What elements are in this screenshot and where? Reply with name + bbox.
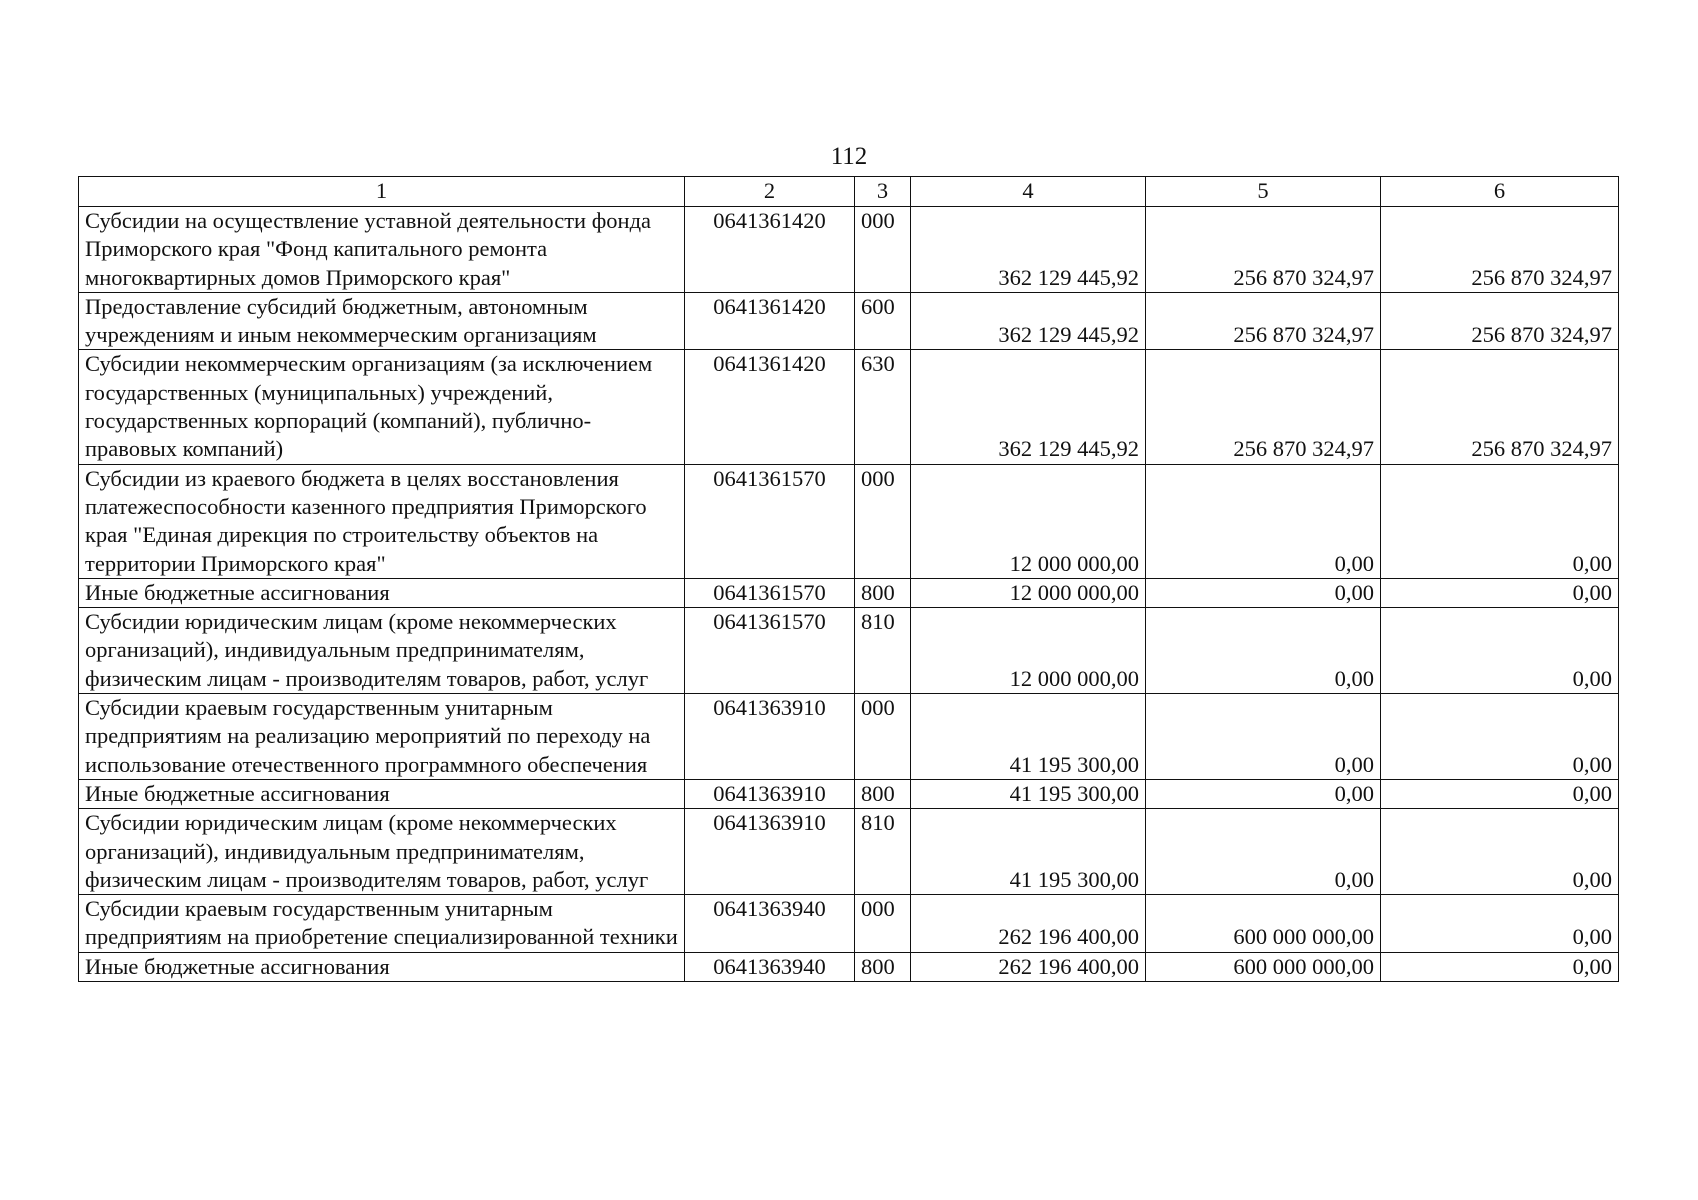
item-name: Субсидии некоммерческим организациям (за исключением государственных (муниципальных) учреждений, государственных корпораций (компаний), публично-правовых компаний) (79, 350, 685, 464)
target-article-code: 0641363910 (685, 809, 855, 895)
amount-column-5: 256 870 324,97 (1146, 292, 1381, 350)
target-article-code: 0641361420 (685, 350, 855, 464)
amount-column-5: 0,00 (1146, 779, 1381, 808)
budget-table-body (79, 177, 1619, 982)
item-name: Субсидии юридическим лицам (кроме некоммерческих организаций), индивидуальным предпринимателям, физическим лицам - производителям товаров, работ, услуг (79, 608, 685, 694)
amount-column-4: 362 129 445,92 (911, 292, 1146, 350)
amount-column-4: 262 196 400,00 (911, 895, 1146, 953)
amount-column-4: 41 195 300,00 (911, 779, 1146, 808)
expense-type-code: 000 (855, 895, 911, 953)
target-article-code: 0641361570 (685, 578, 855, 607)
column-number-2: 2 (685, 177, 855, 207)
amount-column-6: 0,00 (1381, 464, 1619, 578)
table-row (79, 350, 1619, 464)
amount-column-6: 0,00 (1381, 694, 1619, 780)
amount-column-5: 0,00 (1146, 809, 1381, 895)
amount-column-4: 41 195 300,00 (911, 809, 1146, 895)
amount-column-4: 362 129 445,92 (911, 207, 1146, 293)
page-number: 112 (830, 143, 868, 170)
item-name: Субсидии на осуществление уставной деятельности фонда Приморского края "Фонд капитального ремонта многоквартирных домов Приморского края" (79, 207, 685, 293)
amount-column-6: 0,00 (1381, 809, 1619, 895)
column-number-3: 3 (855, 177, 911, 207)
target-article-code: 0641361570 (685, 608, 855, 694)
table-row (79, 207, 1619, 293)
item-name: Субсидии из краевого бюджета в целях восстановления платежеспособности казенного предприятия Приморского края "Единая дирекция по строительству объектов на территории Приморского края" (79, 464, 685, 578)
column-number-row (79, 177, 1619, 207)
table-row (79, 292, 1619, 350)
expense-type-code: 000 (855, 464, 911, 578)
amount-column-5: 600 000 000,00 (1146, 895, 1381, 953)
item-name: Иные бюджетные ассигнования (79, 578, 685, 607)
expense-type-code: 000 (855, 207, 911, 293)
budget-table (78, 176, 1619, 982)
expense-type-code: 630 (855, 350, 911, 464)
column-number-5: 5 (1146, 177, 1381, 207)
target-article-code: 0641361420 (685, 292, 855, 350)
amount-column-4: 12 000 000,00 (911, 608, 1146, 694)
amount-column-6: 0,00 (1381, 779, 1619, 808)
expense-type-code: 810 (855, 809, 911, 895)
amount-column-6: 256 870 324,97 (1381, 350, 1619, 464)
column-number-1: 1 (79, 177, 685, 207)
item-name: Субсидии краевым государственным унитарным предприятиям на приобретение специализированной техники (79, 895, 685, 953)
item-name: Иные бюджетные ассигнования (79, 779, 685, 808)
amount-column-4: 12 000 000,00 (911, 464, 1146, 578)
amount-column-4: 362 129 445,92 (911, 350, 1146, 464)
amount-column-6: 256 870 324,97 (1381, 292, 1619, 350)
target-article-code: 0641363940 (685, 952, 855, 981)
table-row (79, 895, 1619, 953)
amount-column-6: 0,00 (1381, 895, 1619, 953)
item-name: Субсидии краевым государственным унитарным предприятиям на реализацию мероприятий по переходу на использование отечественного программного обеспечения (79, 694, 685, 780)
expense-type-code: 800 (855, 578, 911, 607)
amount-column-5: 0,00 (1146, 694, 1381, 780)
amount-column-5: 0,00 (1146, 608, 1381, 694)
target-article-code: 0641363940 (685, 895, 855, 953)
item-name: Предоставление субсидий бюджетным, автономным учреждениям и иным некоммерческим организациям (79, 292, 685, 350)
target-article-code: 0641363910 (685, 694, 855, 780)
table-row (79, 809, 1619, 895)
amount-column-5: 600 000 000,00 (1146, 952, 1381, 981)
expense-type-code: 800 (855, 779, 911, 808)
amount-column-5: 0,00 (1146, 578, 1381, 607)
target-article-code: 0641361570 (685, 464, 855, 578)
expense-type-code: 800 (855, 952, 911, 981)
amount-column-4: 12 000 000,00 (911, 578, 1146, 607)
expense-type-code: 600 (855, 292, 911, 350)
amount-column-6: 0,00 (1381, 952, 1619, 981)
amount-column-6: 0,00 (1381, 578, 1619, 607)
table-row (79, 952, 1619, 981)
amount-column-4: 41 195 300,00 (911, 694, 1146, 780)
target-article-code: 0641361420 (685, 207, 855, 293)
item-name: Субсидии юридическим лицам (кроме некоммерческих организаций), индивидуальным предпринимателям, физическим лицам - производителям товаров, работ, услуг (79, 809, 685, 895)
amount-column-5: 256 870 324,97 (1146, 350, 1381, 464)
amount-column-4: 262 196 400,00 (911, 952, 1146, 981)
column-number-6: 6 (1381, 177, 1619, 207)
table-row (79, 464, 1619, 578)
table-row (79, 694, 1619, 780)
amount-column-5: 0,00 (1146, 464, 1381, 578)
expense-type-code: 000 (855, 694, 911, 780)
amount-column-5: 256 870 324,97 (1146, 207, 1381, 293)
target-article-code: 0641363910 (685, 779, 855, 808)
amount-column-6: 0,00 (1381, 608, 1619, 694)
amount-column-6: 256 870 324,97 (1381, 207, 1619, 293)
table-row (79, 608, 1619, 694)
item-name: Иные бюджетные ассигнования (79, 952, 685, 981)
expense-type-code: 810 (855, 608, 911, 694)
table-row (79, 578, 1619, 607)
column-number-4: 4 (911, 177, 1146, 207)
table-row (79, 779, 1619, 808)
